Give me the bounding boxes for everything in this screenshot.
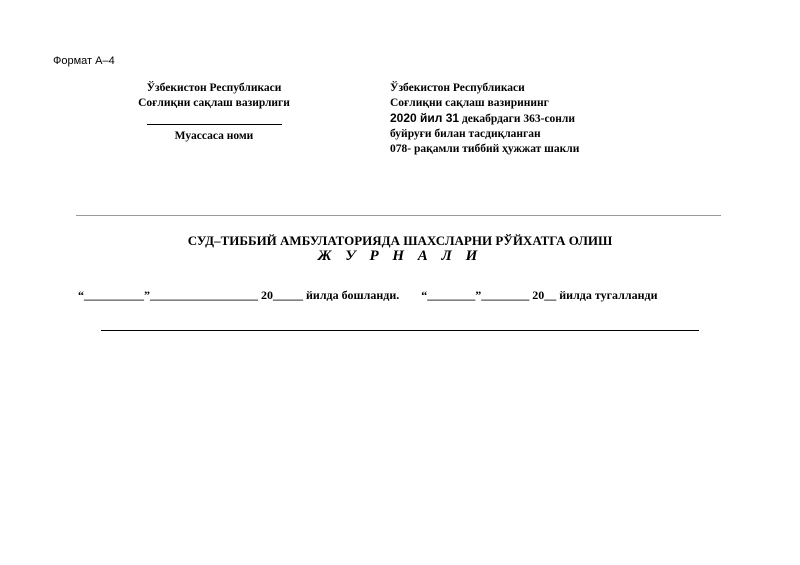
journal-dates: [78, 288, 728, 303]
header-divider: [76, 215, 721, 216]
start-date-field: “__________”__________________ 20_____ йилда бошланди.: [78, 288, 400, 302]
left-header-line2: Соғлиқни сақлаш вазирлиги: [138, 97, 290, 109]
institution-label: Муассаса номи: [174, 130, 254, 142]
right-header-line5: 078- рақамли тиббий ҳужжат шакли: [390, 143, 580, 155]
right-header-line1: Ўзбекистон Республикаси: [390, 82, 525, 94]
bottom-blank-line: [101, 330, 699, 331]
left-header-line1: Ўзбекистон Республикаси: [146, 82, 282, 94]
format-label: Формат А–4: [53, 55, 115, 67]
institution-blank-line: [147, 124, 282, 125]
order-number: декабрдаги 363-сонли: [459, 113, 576, 125]
left-header: [124, 81, 304, 144]
right-header: [390, 81, 630, 157]
right-header-line4: буйруғи билан тасдиқланган: [390, 128, 541, 140]
document-title: СУД–ТИББИЙ АМБУЛАТОРИЯДА ШАХСЛАРНИ РЎЙХАТГА ОЛИШ: [187, 233, 613, 248]
order-date: 2020 йил 31: [390, 111, 460, 125]
right-header-line2: Соғлиқни сақлаш вазирининг: [390, 97, 549, 109]
end-date-field: “________”________ 20__ йилда тугалланди: [421, 288, 658, 302]
document-subtitle: Ж У Р Н А Л И: [317, 248, 483, 264]
right-header-line3: [390, 111, 630, 127]
